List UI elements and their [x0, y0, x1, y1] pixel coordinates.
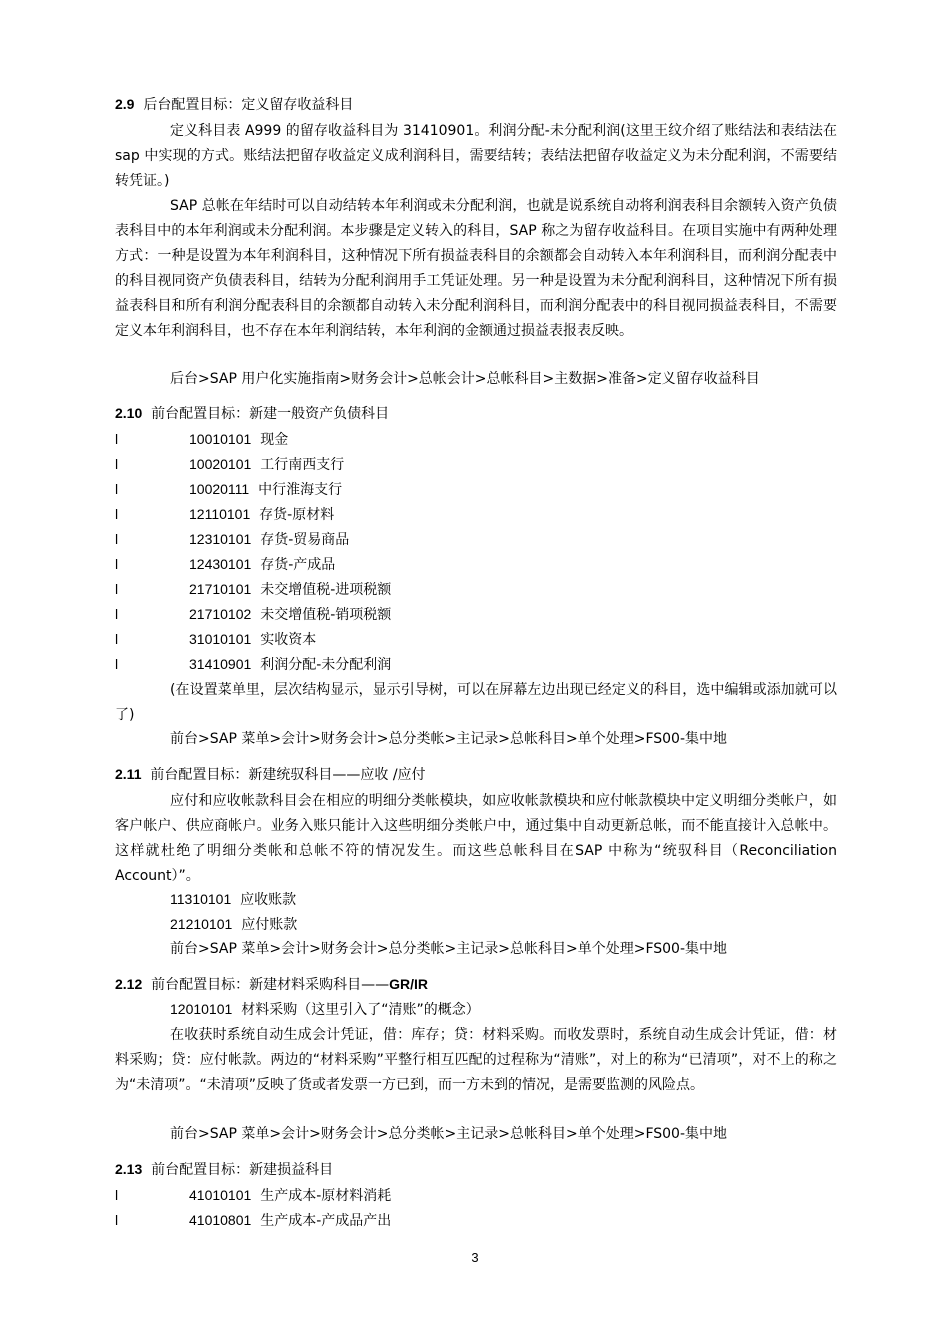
- bullet: l: [115, 431, 119, 447]
- account-code: 21210101: [170, 916, 233, 932]
- section-title: 前台配置目标：新建一般资产负债科目: [151, 406, 390, 422]
- account-code: 10020101: [189, 456, 252, 472]
- account-code: 12310101: [189, 531, 252, 547]
- bullet: l: [115, 456, 119, 472]
- list-item: [115, 529, 349, 550]
- account-name: 材料采购（这里引入了“清账”的概念）: [241, 1002, 480, 1018]
- section-number: 2.11: [115, 766, 142, 782]
- list-item: [115, 479, 342, 500]
- section-heading-2-11: [115, 764, 426, 785]
- account-name: 工行南西支行: [260, 457, 345, 473]
- section-heading-2-10: [115, 403, 389, 424]
- menu-path: 前台>SAP 菜单>会计>财务会计>总分类帐>主记录>总帐科目>单个处理>FS00-集中地: [170, 731, 728, 747]
- paragraph: 定义科目表 A999 的留存收益科目为 31410901。利润分配-未分配利润(这里王纹介绍了账结法和表结法在 sap 中实现的方式。账结法把留存收益定义成利润科目，需要结转；表结法把留存收益定义为未分配利润，不需要结转凭证。): [115, 123, 837, 189]
- account-name: 未交增值税-销项税额: [260, 607, 392, 623]
- section-number: 2.12: [115, 976, 143, 992]
- account-code: 10020111: [189, 481, 250, 497]
- bullet: l: [115, 481, 119, 497]
- list-item: [115, 629, 316, 650]
- account-name: 存货-贸易商品: [260, 532, 350, 548]
- list-item: [170, 889, 296, 910]
- menu-path: 后台>SAP 用户化实施指南>财务会计>总帐会计>总帐科目>主数据>准备>定义留存收益科目: [170, 371, 760, 387]
- account-name: 中行淮海支行: [258, 482, 343, 498]
- bullet: l: [115, 631, 119, 647]
- section-number: 2.13: [115, 1161, 143, 1177]
- section-number: 2.10: [115, 405, 143, 421]
- bullet: l: [115, 531, 119, 547]
- list-item: [115, 554, 335, 575]
- section-title: 后台配置目标：定义留存收益科目: [143, 97, 354, 113]
- list-item: [115, 454, 344, 475]
- section-title: 前台配置目标：新建材料采购科目——: [151, 977, 390, 993]
- section-heading-2-12: [115, 974, 428, 995]
- account-name: 应收账款: [240, 892, 297, 908]
- account-code: 41010101: [189, 1187, 252, 1203]
- bullet: l: [115, 1212, 119, 1228]
- account-code: 10010101: [189, 431, 252, 447]
- bullet: l: [115, 656, 119, 672]
- paragraph: 应付和应收帐款科目会在相应的明细分类帐模块，如应收帐款模块和应付帐款模块中定义明细分类帐户，如客户帐户、供应商帐户。业务入账只能计入这些明细分类帐户中，通过集中自动更新总帐，而不能直接计入总帐中。这样就杜绝了明细分类帐和总帐不符的情况发生。而这些总帐科目在SAP 中称为“统驭科目（Reconciliation Account）”。: [115, 793, 837, 884]
- section-heading-2-9: [115, 94, 353, 115]
- account-name: 实收资本: [260, 632, 317, 648]
- note-paragraph: (在设置菜单里，层次结构显示，显示引导树，可以在屏幕左边出现已经定义的科目，选中编辑或添加就可以了): [115, 682, 837, 723]
- account-code: 31010101: [189, 631, 252, 647]
- account-code: 11310101: [170, 891, 232, 907]
- account-code: 41010801: [189, 1212, 252, 1228]
- section-heading-2-13: [115, 1159, 333, 1180]
- paragraph: SAP 总帐在年结时可以自动结转本年利润或未分配利润，也就是说系统自动将利润表科目余额转入资产负债表科目中的本年利润或未分配利润。本步骤是定义转入的科目，SAP 称之为留存收益科目。在项目实施中有两种处理方式：一种是设置为本年利润科目，这种情况下所有损益表科目的余额都会自动转入本年利润科目，而利润分配表中的科目视同资产负债表科目，结转为分配利润用手工凭证处理。另一种是设置为未分配利润科目，这种情况下所有损益表科目和所有利润分配表科目的余额都自动转入未分配利润科目，而利润分配表中的科目视同损益表科目，不需要定义本年利润科目，也不存在本年利润结转，本年利润的金额通过损益表报表反映。: [115, 198, 837, 339]
- account-name: 现金: [260, 432, 289, 448]
- account-code: 31410901: [189, 656, 252, 672]
- paragraph: 在收获时系统自动生成会计凭证，借：库存；贷：材料采购。而收发票时，系统自动生成会计凭证，借：材料采购；贷：应付帐款。两边的“材料采购”平整行相互匹配的过程称为“清账”，对上的称为“已清项”，对不上的称之为“未清项”。“未清项”反映了货或者发票一方已到，而一方未到的情况，是需要监测的风险点。: [115, 1027, 837, 1093]
- menu-path: 前台>SAP 菜单>会计>财务会计>总分类帐>主记录>总帐科目>单个处理>FS00-集中地: [170, 1126, 728, 1142]
- list-item: [115, 579, 391, 600]
- bullet: l: [115, 606, 119, 622]
- account-name: 存货-原材料: [259, 507, 335, 523]
- list-item: [115, 1185, 391, 1206]
- section-title: 前台配置目标：新建损益科目: [151, 1162, 334, 1178]
- account-name: 生产成本-原材料消耗: [260, 1188, 392, 1204]
- list-item: [170, 999, 480, 1020]
- list-item: [170, 914, 297, 935]
- page-number: 3: [471, 1250, 479, 1265]
- list-item: [115, 504, 334, 525]
- section-title: 前台配置目标：新建统驭科目——应收 /应付: [150, 767, 426, 783]
- bullet: l: [115, 1187, 119, 1203]
- bullet: l: [115, 556, 119, 572]
- list-item: [115, 604, 391, 625]
- account-name: 应付账款: [241, 917, 298, 933]
- section-number: 2.9: [115, 96, 135, 112]
- list-item: [115, 654, 391, 675]
- bullet: l: [115, 581, 119, 597]
- account-name: 生产成本-产成品产出: [260, 1213, 392, 1229]
- account-name: 利润分配-未分配利润: [260, 657, 392, 673]
- account-code: 21710101: [189, 581, 252, 597]
- account-code: 12110101: [189, 506, 251, 522]
- account-code: 21710102: [189, 606, 252, 622]
- bullet: l: [115, 506, 119, 522]
- menu-path: 前台>SAP 菜单>会计>财务会计>总分类帐>主记录>总帐科目>单个处理>FS00-集中地: [170, 941, 728, 957]
- account-name: 存货-产成品: [260, 557, 336, 573]
- account-code: 12430101: [189, 556, 252, 572]
- account-code: 12010101: [170, 1001, 233, 1017]
- list-item: [115, 1210, 391, 1231]
- list-item: [115, 429, 288, 450]
- section-title-bold: GR/IR: [389, 976, 429, 992]
- account-name: 未交增值税-进项税额: [260, 582, 392, 598]
